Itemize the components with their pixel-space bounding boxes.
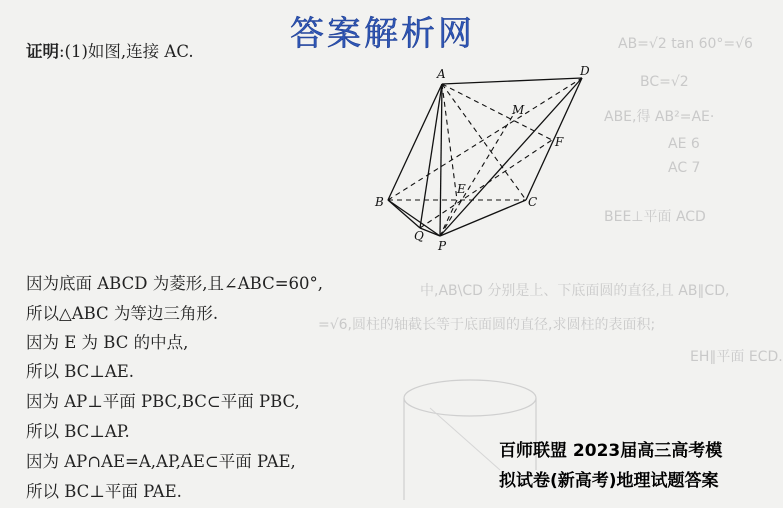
- point-label-b: B: [375, 195, 384, 209]
- proof-heading-label: 证明: [26, 42, 59, 61]
- bleed-through-text: AE 6: [668, 136, 700, 152]
- point-label-e: E: [457, 182, 466, 196]
- proof-line: 因为 AP⊥平面 PBC,BC⊂平面 PBC,: [26, 392, 300, 411]
- bleed-through-text: =√6,圆柱的轴截长等于底面圆的直径,求圆柱的表面积;: [318, 317, 656, 333]
- bleed-through-text: EH∥平面 ECD.: [690, 349, 783, 365]
- proof-line: 因为 AP∩AE=A,AP,AE⊂平面 PAE,: [26, 452, 296, 471]
- bleed-through-text: BC=√2: [640, 74, 689, 90]
- proof-line: 因为 E 为 BC 的中点,: [26, 333, 189, 352]
- proof-line: 因为底面 ABCD 为菱形,且∠ABC=60°,: [26, 274, 324, 293]
- point-label-m: M: [512, 103, 525, 117]
- bleed-through-text: AC 7: [668, 160, 701, 176]
- bleed-through-text: BEE⊥平面 ACD: [604, 209, 706, 225]
- point-label-a: A: [437, 67, 446, 81]
- point-label-p: P: [438, 239, 447, 253]
- footer-label-line2: 拟试卷(新高考)地理试题答案: [499, 471, 719, 491]
- bleed-through-text: 中,AB\CD 分别是上、下底面圆的直径,且 AB∥CD,: [420, 283, 730, 299]
- point-label-f: F: [555, 135, 564, 149]
- point-label-c: C: [528, 195, 538, 209]
- proof-line: 所以 BC⊥AE.: [26, 362, 135, 381]
- proof-heading-text: :(1)如图,连接 AC.: [59, 42, 194, 61]
- proof-line: 所以 BC⊥AP.: [26, 422, 130, 441]
- bleed-through-text: AB=√2 tan 60°=√6: [618, 36, 753, 52]
- proof-line: 所以 BC⊥平面 PAE.: [26, 482, 182, 501]
- point-label-q: Q: [414, 229, 424, 243]
- bleed-through-text: ABE,得 AB²=AE·: [604, 109, 715, 125]
- point-label-d: D: [580, 64, 590, 78]
- footer-label-line1: 百师联盟 2023届高三高考模: [499, 441, 723, 461]
- watermark-title: 答案解析网: [290, 14, 475, 54]
- proof-line: 所以△ABC 为等边三角形.: [26, 304, 219, 323]
